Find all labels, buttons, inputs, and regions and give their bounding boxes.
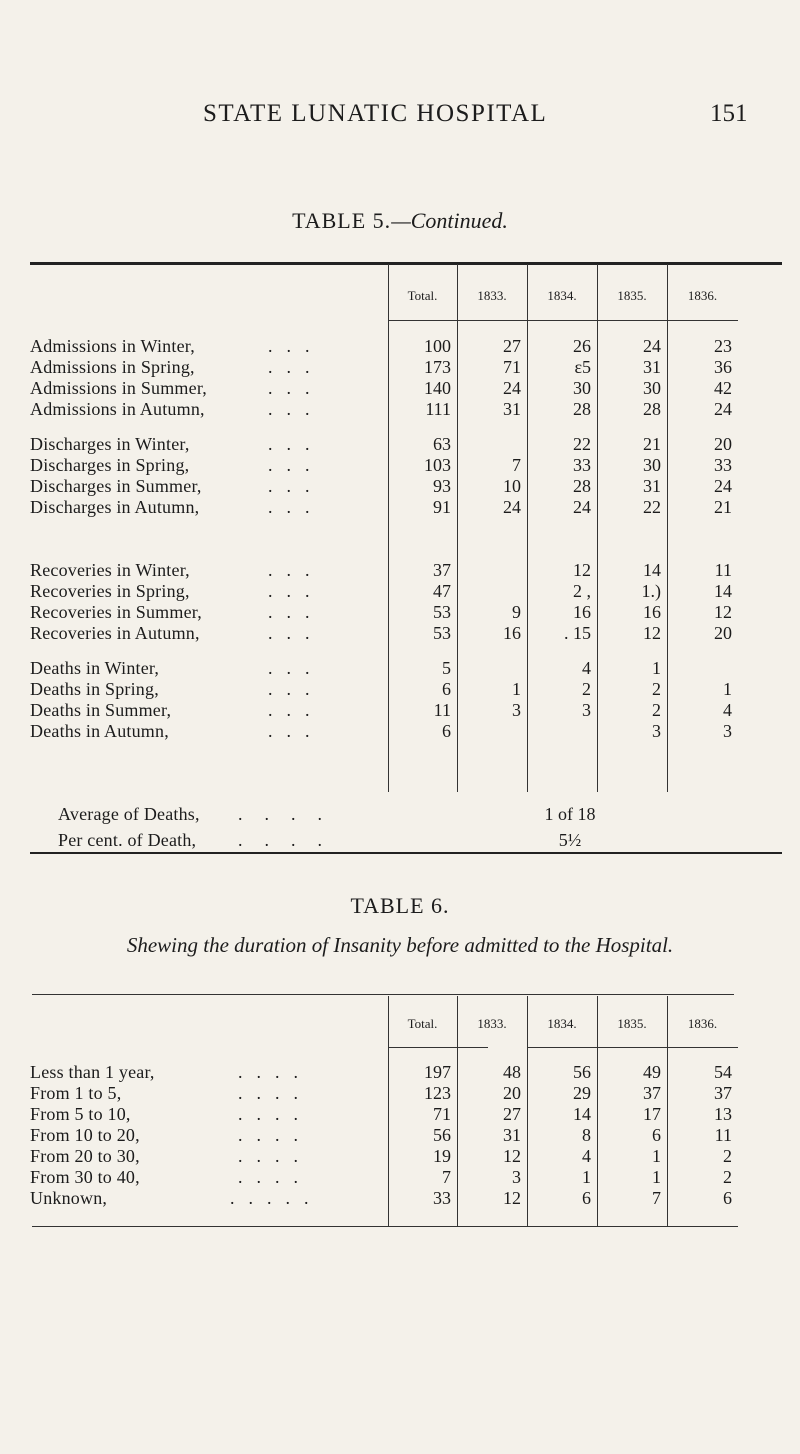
table5-cell: 24 <box>503 497 521 517</box>
table5-cell: 71 <box>503 357 521 377</box>
table5-cell: 47 <box>433 581 451 601</box>
table5-cell: 3 <box>652 721 661 741</box>
table6-cell: 56 <box>433 1125 451 1145</box>
leader-dots: .... <box>238 1146 312 1166</box>
table5-header-rule <box>388 320 738 321</box>
table6-cell: 2 <box>723 1167 732 1187</box>
table5-cell: 1.) <box>641 581 661 601</box>
table5-cell: 9 <box>512 602 521 622</box>
leader-dots: ... <box>268 700 324 720</box>
table5-cell: 11 <box>433 700 451 720</box>
table5-cell: 14 <box>643 560 661 580</box>
table5-cell: 24 <box>714 399 732 419</box>
leader-dots: ..... <box>230 1188 323 1208</box>
table5-cell: 30 <box>643 378 661 398</box>
leader-dots: .... <box>238 804 344 824</box>
table5-row-label: Admissions in Winter, <box>30 336 195 356</box>
table6-cell: 11 <box>714 1125 732 1145</box>
table5-cell: 28 <box>643 399 661 419</box>
table5-cell: 24 <box>503 378 521 398</box>
table5-column-header: 1836. <box>687 288 718 303</box>
leader-dots: .... <box>238 1083 312 1103</box>
table5-cell: 28 <box>573 476 591 496</box>
leader-dots: ... <box>268 357 324 377</box>
table6-cell: 1 <box>652 1167 661 1187</box>
table6-cell: 17 <box>643 1104 661 1124</box>
table5-row-label: Discharges in Spring, <box>30 455 190 475</box>
table5-cell: 22 <box>573 434 591 454</box>
table5-top-rule <box>30 262 782 265</box>
table6-row-label: From 30 to 40, <box>30 1167 140 1187</box>
table6-cell: 4 <box>582 1146 591 1166</box>
leader-dots: ... <box>268 434 324 454</box>
table6-row-label: From 20 to 30, <box>30 1146 140 1166</box>
table5-summary-value: 1 of 18 <box>544 804 596 824</box>
table6-subtitle: Shewing the duration of Insanity before admitted to the Hospital. <box>126 933 674 957</box>
table5-row-label: Discharges in Autumn, <box>30 497 200 517</box>
table6-header-rule <box>527 1047 738 1048</box>
table5-cell: 12 <box>714 602 732 622</box>
table5-cell: 100 <box>424 336 451 356</box>
table5-row-label: Admissions in Spring, <box>30 357 195 377</box>
table5-cell: 12 <box>573 560 591 580</box>
leader-dots: ... <box>268 399 324 419</box>
table5-cell: 36 <box>714 357 732 377</box>
table5-cell: 1 <box>723 679 732 699</box>
table5-summary-label: Average of Deaths, <box>58 804 200 824</box>
table5-cell: 53 <box>433 602 451 622</box>
leader-dots: .... <box>238 1062 312 1082</box>
leader-dots: ... <box>268 602 324 622</box>
leader-dots: ... <box>268 623 324 643</box>
table5-title: TABLE 5.—Continued. <box>292 208 508 233</box>
table5-cell: 4 <box>723 700 732 720</box>
table5-cell: 20 <box>714 434 732 454</box>
table6-column-header: 1833. <box>477 1016 507 1031</box>
table6-cell: 27 <box>503 1104 521 1124</box>
table6-cell: 1 <box>652 1146 661 1166</box>
table6-row-label: Less than 1 year, <box>30 1062 155 1082</box>
table5-row-label: Recoveries in Winter, <box>30 560 190 580</box>
table5-cell: 12 <box>643 623 661 643</box>
table5-cell: 30 <box>573 378 591 398</box>
table5-cell: 33 <box>573 455 591 475</box>
table5-cell: 53 <box>433 623 451 643</box>
table5-summary-label: Per cent. of Death, <box>58 830 197 850</box>
table6-column-header: 1834. <box>547 1016 577 1031</box>
table5-cell: 3 <box>582 700 591 720</box>
table5-cell: 23 <box>714 336 732 356</box>
table5-cell: 111 <box>425 399 451 419</box>
table6-cell: 6 <box>723 1188 732 1208</box>
table5-cell: 26 <box>573 336 591 356</box>
table5-cell: 37 <box>433 560 451 580</box>
table6-cell: 123 <box>424 1083 451 1103</box>
separator-rule <box>30 852 782 854</box>
table5-cell: 1 <box>512 679 521 699</box>
table5-cell: 33 <box>714 455 732 475</box>
table5-cell: 24 <box>714 476 732 496</box>
table6-cell: 48 <box>503 1062 521 1082</box>
table5-column-header: 1833. <box>477 288 507 303</box>
leader-dots: ... <box>268 378 324 398</box>
table6-cell: 37 <box>714 1083 732 1103</box>
table5-cell: 3 <box>723 721 732 741</box>
table5-row-label: Deaths in Winter, <box>30 658 160 678</box>
table5-cell: 31 <box>643 476 661 496</box>
table6-column-header: 1835. <box>617 1016 647 1031</box>
table6-cell: 14 <box>573 1104 591 1124</box>
table6-bottom-rule <box>32 1226 738 1227</box>
table5-cell: 93 <box>433 476 451 496</box>
table5-summary-value: 5½ <box>558 830 582 850</box>
table5-column-header: 1835. <box>617 288 647 303</box>
table6-top-rule <box>32 994 734 995</box>
table6-cell: 54 <box>714 1062 732 1082</box>
table6-column-header: 1836. <box>687 1016 718 1031</box>
table5-cell: 22 <box>643 497 661 517</box>
table5-cell: 42 <box>714 378 732 398</box>
table6-row-label: From 5 to 10, <box>30 1104 131 1124</box>
table6-row-label: From 1 to 5, <box>30 1083 122 1103</box>
table5-cell: 2 <box>652 700 661 720</box>
table6-cell: 2 <box>723 1146 732 1166</box>
table6-cell: 56 <box>573 1062 591 1082</box>
table5-cell: 30 <box>643 455 661 475</box>
table6-cell: 37 <box>643 1083 661 1103</box>
table5-cell: 6 <box>442 721 451 741</box>
table6-cell: 20 <box>503 1083 521 1103</box>
table6-cell: 29 <box>573 1083 591 1103</box>
table6-cell: 7 <box>442 1167 451 1187</box>
table5-cell: 16 <box>573 602 591 622</box>
table5-cell: 6 <box>442 679 451 699</box>
table5-cell: . 15 <box>564 623 591 643</box>
table5-cell: 16 <box>643 602 661 622</box>
leader-dots: .... <box>238 1125 312 1145</box>
table6-cell: 33 <box>433 1188 451 1208</box>
table6-cell: 8 <box>582 1125 591 1145</box>
table6-row-label: Unknown, <box>30 1188 108 1208</box>
table5-cell: 24 <box>573 497 591 517</box>
table5-cell: 10 <box>503 476 521 496</box>
table5-cell: 21 <box>643 434 661 454</box>
leader-dots: ... <box>268 721 324 741</box>
table5-cell: 91 <box>433 497 451 517</box>
table5-cell: 21 <box>714 497 732 517</box>
table5-cell: 2 <box>652 679 661 699</box>
table5-row-label: Deaths in Summer, <box>30 700 172 720</box>
leader-dots: .... <box>238 830 344 850</box>
table6-title: TABLE 6. <box>350 893 450 918</box>
leader-dots: ... <box>268 336 324 356</box>
table6-cell: 71 <box>433 1104 451 1124</box>
running-header: STATE LUNATIC HOSPITAL <box>203 100 548 127</box>
leader-dots: ... <box>268 560 324 580</box>
table5-cell: 2 , <box>573 581 591 601</box>
leader-dots: .... <box>238 1104 312 1124</box>
table6-cell: 19 <box>433 1146 451 1166</box>
table5-cell: 24 <box>643 336 661 356</box>
table5-row-label: Discharges in Summer, <box>30 476 202 496</box>
table5-row-label: Recoveries in Spring, <box>30 581 190 601</box>
table5-cell: 140 <box>424 378 451 398</box>
table5-column-header: 1834. <box>547 288 577 303</box>
table5-cell: 5 <box>442 658 451 678</box>
leader-dots: ... <box>268 476 324 496</box>
leader-dots: ... <box>268 497 324 517</box>
table6-cell: 13 <box>714 1104 732 1124</box>
table6-cell: 6 <box>652 1125 661 1145</box>
table6-row-label: From 10 to 20, <box>30 1125 140 1145</box>
table5-cell: 3 <box>512 700 521 720</box>
table5-cell: 31 <box>503 399 521 419</box>
leader-dots: ... <box>268 455 324 475</box>
table5-cell: 14 <box>714 581 732 601</box>
table5-row-label: Admissions in Summer, <box>30 378 207 398</box>
table6-cell: 12 <box>503 1188 521 1208</box>
table5-cell: 1 <box>652 658 661 678</box>
table5-cell: 11 <box>714 560 732 580</box>
table6-cell: 6 <box>582 1188 591 1208</box>
table5-row-label: Recoveries in Summer, <box>30 602 202 622</box>
table5-row-label: Recoveries in Autumn, <box>30 623 200 643</box>
leader-dots: .... <box>238 1167 312 1187</box>
leader-dots: ... <box>268 658 324 678</box>
table5-cell: 31 <box>643 357 661 377</box>
leader-dots: ... <box>268 679 324 699</box>
table6-cell: 12 <box>503 1146 521 1166</box>
table6-column-header: Total. <box>407 1016 438 1031</box>
table5-cell: 16 <box>503 623 521 643</box>
table5-row-label: Deaths in Spring, <box>30 679 159 699</box>
table6-header-rule <box>388 1047 488 1048</box>
table5-row-label: Admissions in Autumn, <box>30 399 205 419</box>
table6-cell: 1 <box>582 1167 591 1187</box>
table5-row-label: Deaths in Autumn, <box>30 721 169 741</box>
table5-cell: ε5 <box>574 357 591 377</box>
table5-cell: 20 <box>714 623 732 643</box>
table5-cell: 63 <box>433 434 451 454</box>
table5-cell: 4 <box>582 658 591 678</box>
table5-cell: 2 <box>582 679 591 699</box>
table6-cell: 31 <box>503 1125 521 1145</box>
table6-cell: 197 <box>424 1062 451 1082</box>
table5-row-label: Discharges in Winter, <box>30 434 190 454</box>
table5-cell: 173 <box>424 357 451 377</box>
table6-cell: 49 <box>643 1062 661 1082</box>
table6-cell: 7 <box>652 1188 661 1208</box>
page-number: 151 <box>710 100 748 127</box>
table6-cell: 3 <box>512 1167 521 1187</box>
table5-column-header: Total. <box>407 288 438 303</box>
table5-cell: 7 <box>512 455 521 475</box>
table5-cell: 27 <box>503 336 521 356</box>
leader-dots: ... <box>268 581 324 601</box>
table5-cell: 103 <box>424 455 451 475</box>
table5-cell: 28 <box>573 399 591 419</box>
